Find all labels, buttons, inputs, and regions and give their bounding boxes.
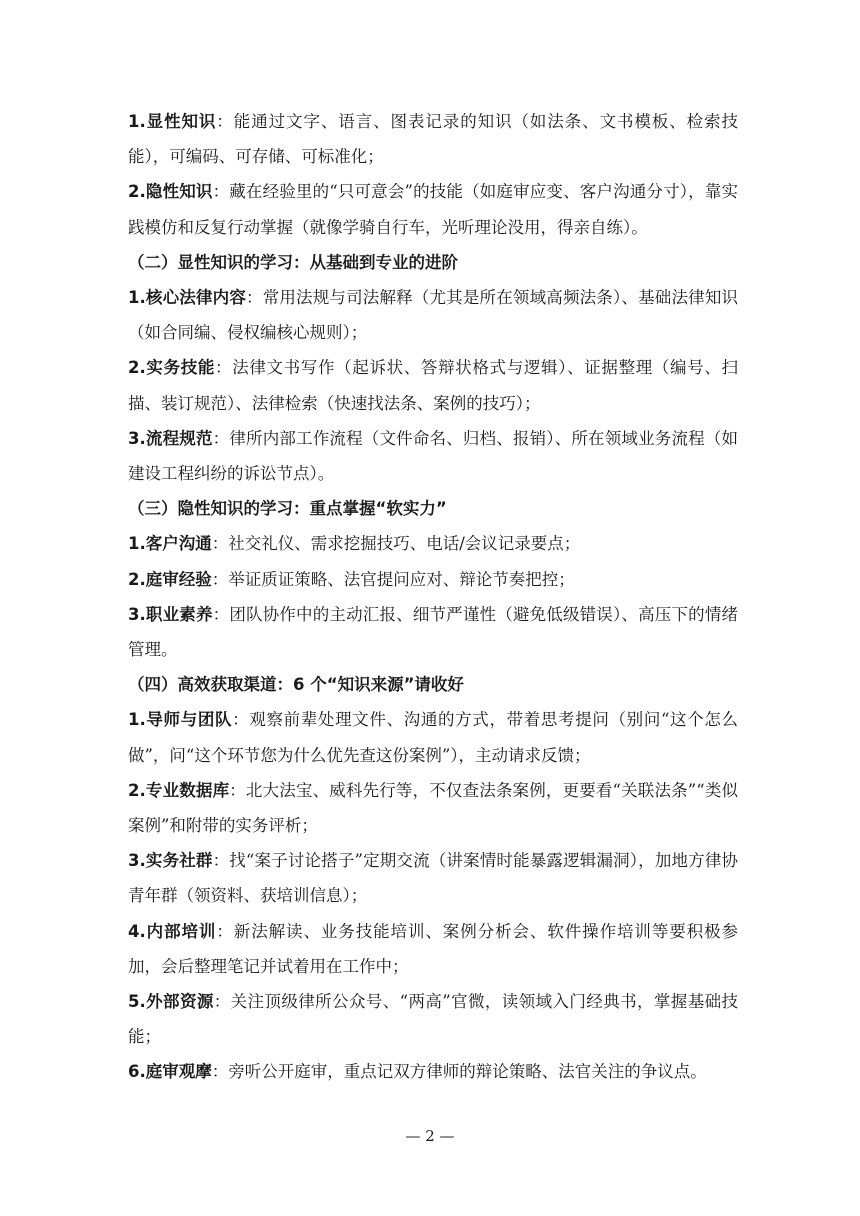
item-number: 3. (128, 428, 146, 448)
item-text: ：社交礼仪、需求挖掘技巧、电话/会议记录要点； (211, 534, 581, 554)
item-text: ：律所内部工作流程（文件命名、归档、报销）、所在领域业务流程（如建设工程纠纷的诉讼节点）。 (128, 428, 739, 484)
list-item (128, 280, 738, 350)
item-text: ：找“案子讨论搭子”定期交流（讲案情时能暴露逻辑漏洞），加地方律协青年群（领资料、获培训信息）； (128, 851, 738, 906)
item-number: 3. (128, 851, 146, 871)
list-item (128, 702, 738, 772)
item-term: 内部培训 (145, 921, 217, 941)
item-number: 2. (128, 569, 146, 589)
section-heading: （四）高效获取渠道：6 个“知识来源”请收好 (128, 675, 464, 695)
item-text: ：新法解读、业务技能培训、案例分析会、软件操作培训等要积极参加，会后整理笔记并试着用在工作中； (128, 921, 739, 976)
item-number: 2. (128, 358, 146, 378)
item-text: ：藏在经验里的“只可意会”的技能（如庭审应变、客户沟通分寸），靠实践模仿和反复行动掌握（就像学骑自行车，光听理论没用，得亲自练）。 (128, 182, 738, 237)
page-number: — 2 — (405, 1127, 455, 1145)
item-term: 庭审观摩 (145, 1062, 212, 1082)
item-number: 1. (128, 534, 146, 554)
item-number: 4. (128, 921, 146, 941)
list-item (128, 914, 738, 984)
item-text: ：常用法规与司法解释（尤其是所在领域高频法条）、基础法律知识（如合同编、侵权编核心规则）； (128, 288, 739, 343)
list-item (128, 562, 738, 597)
item-number: 3. (128, 604, 146, 624)
list-item (128, 526, 738, 561)
item-text: ：团队协作中的主动汇报、细节严谨性（避免低级错误）、高压下的情绪管理。 (128, 604, 739, 660)
item-number: 1. (128, 710, 146, 730)
item-text: ：观察前辈处理文件、沟通的方式，带着思考提问（别问“这个怎么做”，问“这个环节您为什么优先查这份案例”），主动请求反馈； (128, 710, 739, 765)
list-item (128, 350, 738, 420)
item-term: 庭审经验 (145, 569, 212, 589)
item-term: 客户沟通 (145, 534, 212, 554)
list-item (128, 174, 738, 244)
list-item (128, 421, 738, 491)
item-term: 流程规范 (145, 428, 213, 448)
item-number: 6. (128, 1062, 146, 1082)
list-item (128, 773, 738, 843)
section-heading: （二）显性知识的学习：从基础到专业的进阶 (128, 252, 458, 272)
item-term: 实务技能 (145, 358, 216, 378)
item-term: 导师与团队 (145, 710, 233, 730)
item-term: 隐性知识 (145, 182, 213, 202)
item-number: 1. (128, 112, 146, 131)
item-text: ：法律文书写作（起诉状、答辩状格式与逻辑）、证据整理（编号、扫描、装订规范）、法律检索（快速找法条、案例的技巧）； (128, 358, 739, 413)
item-term: 实务社群 (145, 851, 213, 871)
item-number: 5. (128, 992, 146, 1012)
item-number: 2. (128, 182, 146, 202)
item-term: 外部资源 (145, 992, 214, 1012)
item-term: 专业数据库 (145, 780, 230, 800)
item-text: ：能通过文字、语言、图表记录的知识（如法条、文书模板、检索技能），可编码、可存储、可标准化； (128, 112, 739, 167)
item-number: 1. (128, 288, 146, 308)
list-item (128, 843, 738, 913)
item-term: 显性知识 (145, 112, 217, 131)
item-term: 职业素养 (145, 604, 213, 624)
section-heading: （三）隐性知识的学习：重点掌握“软实力” (128, 499, 447, 519)
document-body (128, 104, 738, 1090)
item-text: ：旁听公开庭审，重点记双方律师的辩论策略、法官关注的争议点。 (211, 1062, 707, 1082)
item-number: 2. (128, 780, 146, 800)
item-text: ：北大法宝、威科先行等，不仅查法条案例，更要看“关联法条”“类似案例”和附带的实务评析； (128, 780, 739, 836)
item-text: ：举证质证策略、法官提问应对、辩论节奏把控； (211, 569, 575, 589)
list-item (128, 104, 738, 174)
list-item (128, 984, 738, 1054)
item-term: 核心法律内容 (145, 288, 247, 308)
item-text: ：关注顶级律所公众号、“两高”官微，读领域入门经典书，掌握基础技能； (128, 992, 738, 1047)
list-item (128, 1054, 738, 1089)
list-item (128, 597, 738, 667)
